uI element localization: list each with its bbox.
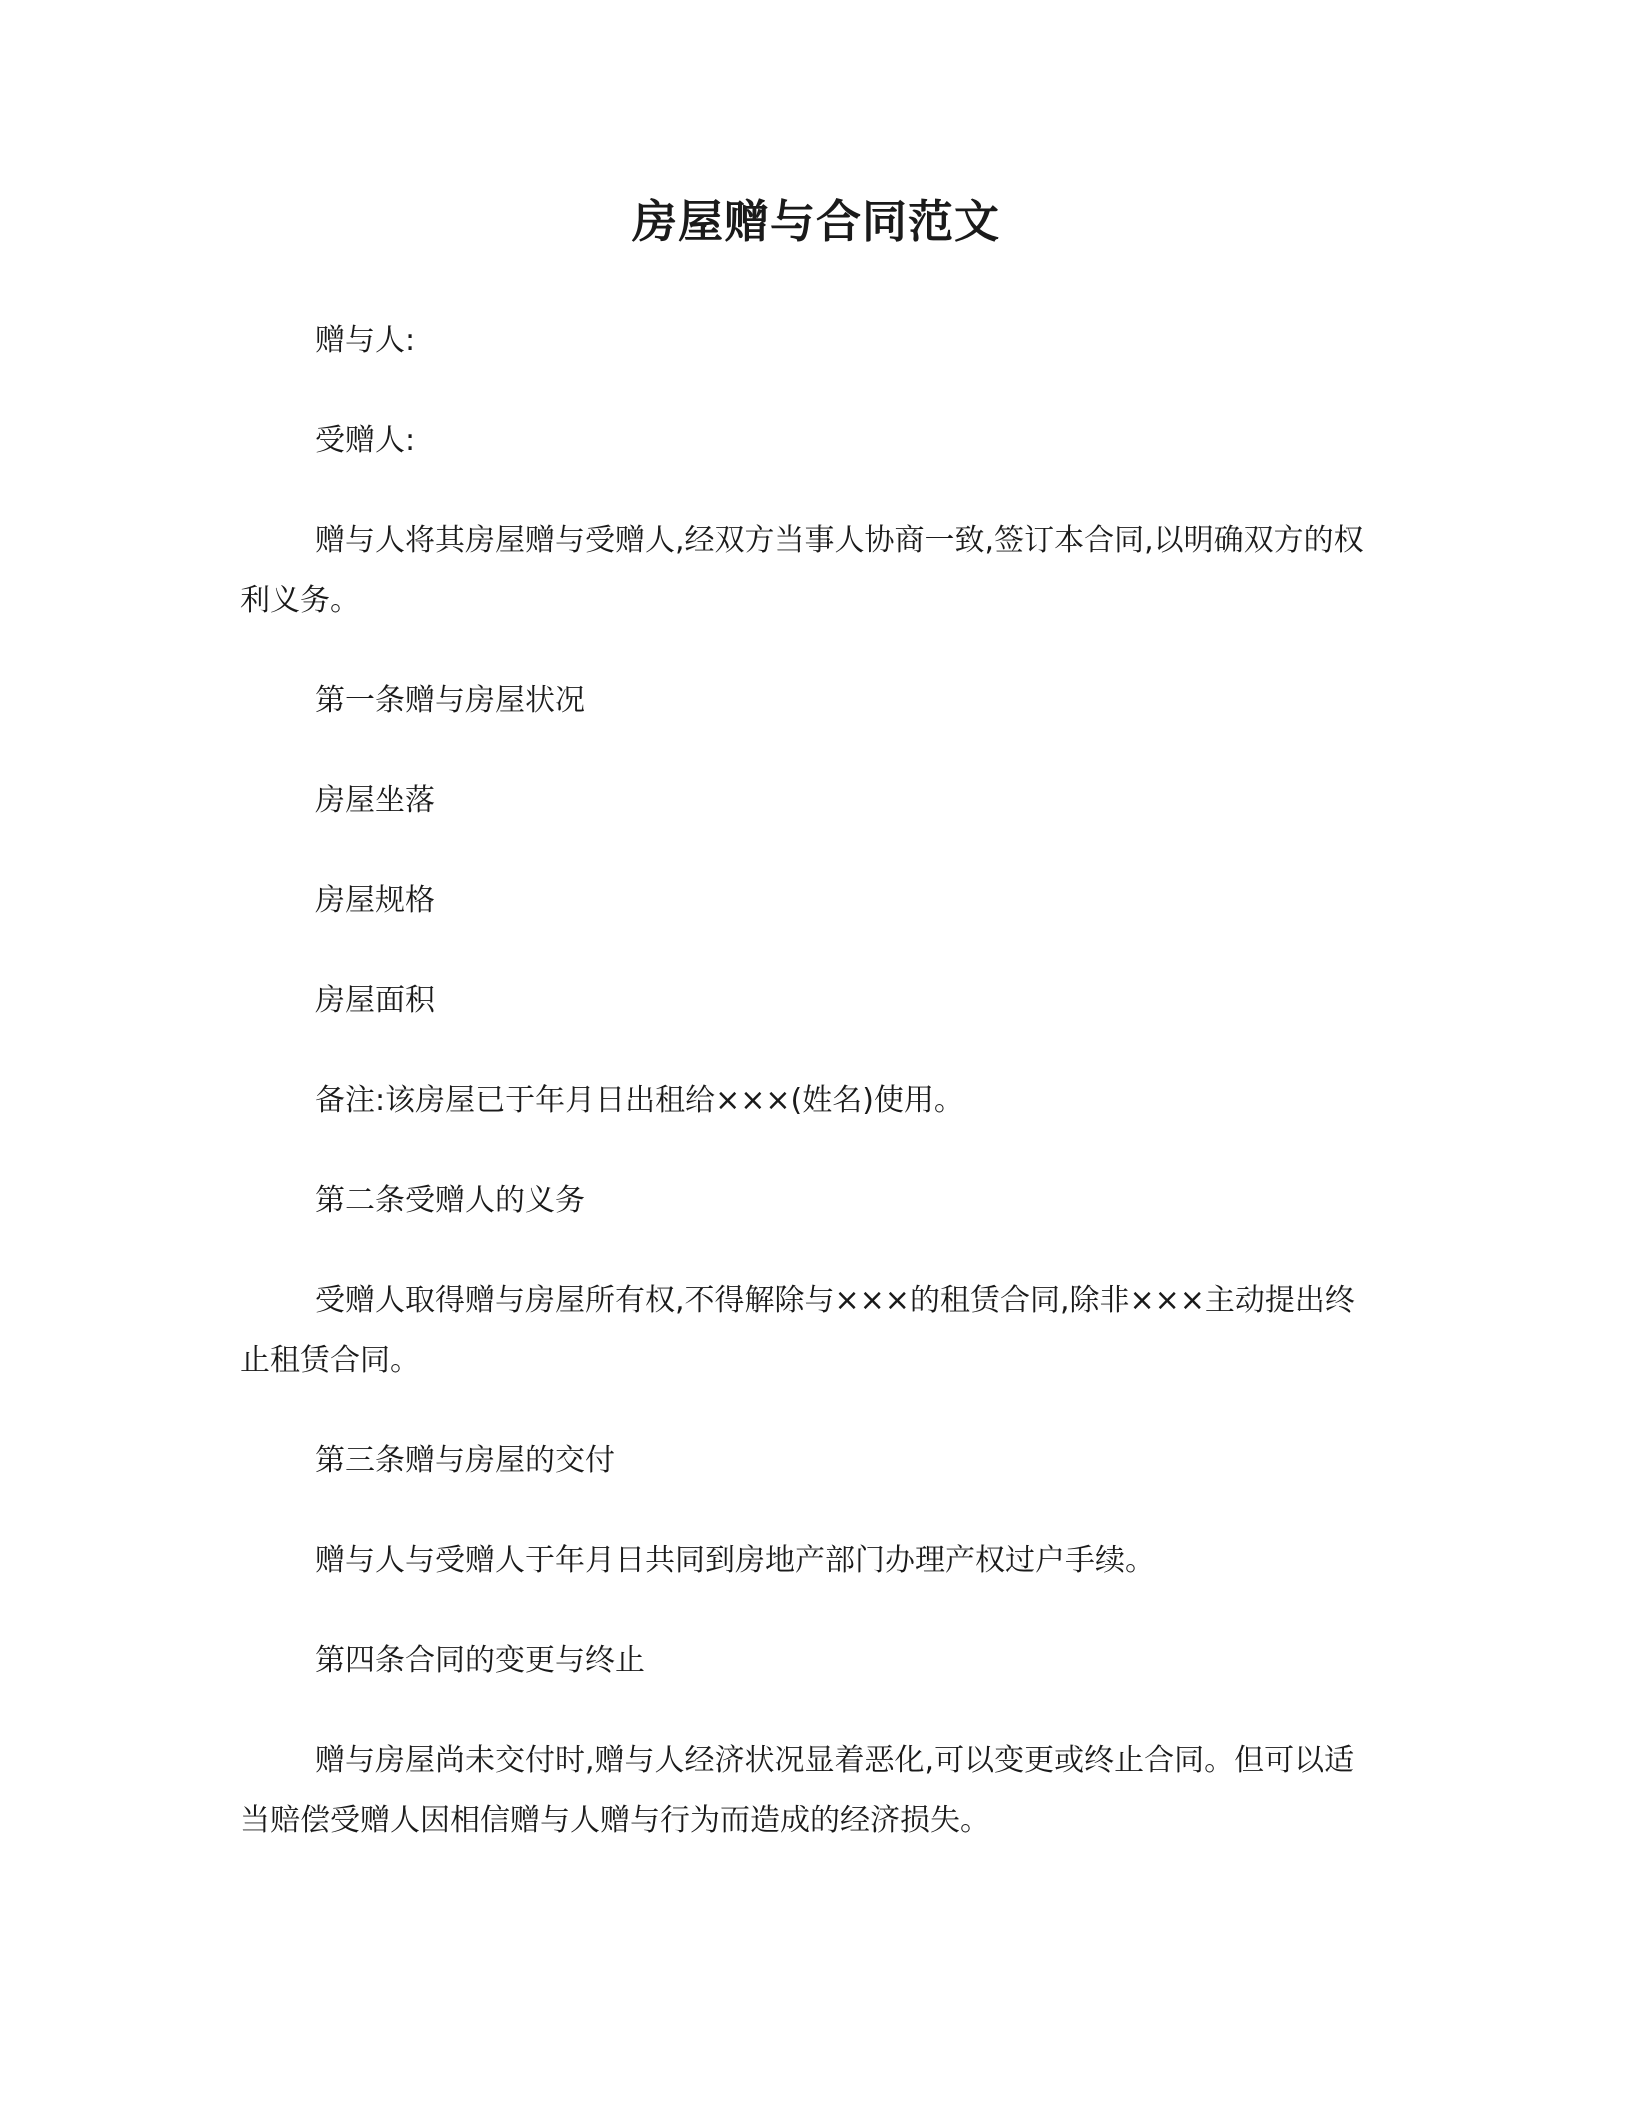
donor-line: 赠与人:	[315, 323, 416, 358]
recipient-line: 受赠人:	[315, 423, 416, 458]
article-4-paragraph: 赠与房屋尚未交付时,赠与人经济状况显着恶化,可以变更或终止合同。但可以适当赔偿受赠人因相信赠与人赠与行为而造成的经济损失。	[240, 1743, 1355, 1838]
article-1-heading: 第一条赠与房屋状况	[315, 683, 585, 718]
house-area-line: 房屋面积	[315, 983, 435, 1018]
intro-paragraph: 赠与人将其房屋赠与受赠人,经双方当事人协商一致,签订本合同,以明确双方的权利义务。	[240, 523, 1364, 618]
document-title: 房屋赠与合同范文	[631, 195, 1000, 248]
remark-line: 备注:该房屋已于年月日出租给×××(姓名)使用。	[315, 1083, 964, 1118]
article-3-heading: 第三条赠与房屋的交付	[315, 1443, 615, 1478]
house-specification-line: 房屋规格	[315, 883, 435, 918]
house-location-line: 房屋坐落	[315, 783, 435, 818]
article-2-heading: 第二条受赠人的义务	[315, 1183, 585, 1218]
article-2-paragraph: 受赠人取得赠与房屋所有权,不得解除与×××的租赁合同,除非×××主动提出终止租赁合同。	[240, 1283, 1355, 1378]
article-4-heading: 第四条合同的变更与终止	[315, 1643, 645, 1678]
article-3-paragraph: 赠与人与受赠人于年月日共同到房地产部门办理产权过户手续。	[315, 1543, 1155, 1578]
